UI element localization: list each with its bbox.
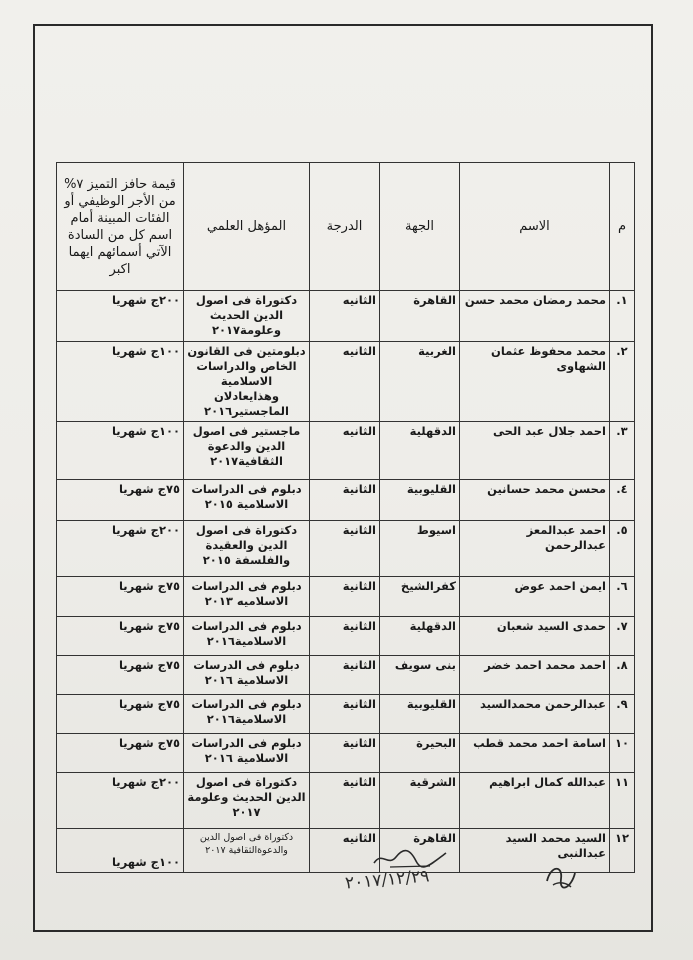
row-reward: ٧٥ج شهريا [57,734,184,773]
row-degree: الثانية [310,773,380,829]
row-number: ٨. [610,656,635,695]
row-reward: ٧٥ج شهريا [57,617,184,656]
row-name: اسامة احمد محمد قطب [460,734,610,773]
row-name: السيد محمد السيد عبدالنبى [460,829,610,873]
row-name: حمدى السيد شعبان [460,617,610,656]
row-location: القاهرة [380,829,460,873]
row-degree: الثانيه [310,829,380,873]
row-name: احمد جلال عبد الحى [460,422,610,480]
employees-table [56,162,635,873]
row-degree: الثانية [310,734,380,773]
row-reward: ١٠٠ج شهريا [57,342,184,422]
table-row [57,773,635,829]
row-number: ٢. [610,342,635,422]
row-number: ٩. [610,695,635,734]
row-location: القليوبية [380,695,460,734]
row-qualification: دبلوم فى الدراسات الاسلامية٢٠١٦ [184,617,310,656]
row-reward: ٧٥ج شهريا [57,695,184,734]
row-qualification: دكتوراة فى اصول الدين الحديث وعلومة٢٠١٧ [184,291,310,342]
row-qualification: دكتوراة فى اصول الدين الحديث وعلومة ٢٠١٧ [184,773,310,829]
row-qualification: ماجستير فى اصول الدين والدعوة الثقافية٢٠١٧ [184,422,310,480]
row-number: ٧. [610,617,635,656]
row-reward: ٢٠٠ج شهريا [57,773,184,829]
table-row [57,480,635,521]
row-name: عبدالله كمال ابراهيم [460,773,610,829]
row-degree: الثانيه [310,422,380,480]
row-qualification: دبلوم فى الدراسات الاسلامية ٢٠١٥ [184,480,310,521]
row-number: ٥. [610,521,635,577]
row-location: البحيرة [380,734,460,773]
row-qualification: دبلوم فى الدراسات الاسلاميه ٢٠١٣ [184,577,310,617]
row-reward: ٢٠٠ج شهريا [57,521,184,577]
table-row [57,617,635,656]
row-degree: الثانية [310,617,380,656]
row-degree: الثانية [310,656,380,695]
signature-date: ٢٠١٧/١٢/٢٩ [344,866,431,894]
table-header-row [57,163,635,291]
row-degree: الثانية [310,480,380,521]
row-number: ١٢ [610,829,635,873]
row-degree: الثانيه [310,342,380,422]
row-name: احمد محمد احمد خضر [460,656,610,695]
table-row [57,656,635,695]
table-row [57,695,635,734]
row-name: احمد عبدالمعز عبدالرحمن [460,521,610,577]
row-number: ٣. [610,422,635,480]
table-row [57,521,635,577]
row-qualification: دكتوراة فى اصول الدين والعقيدة والفلسفة ٢٠١٥ [184,521,310,577]
row-location: الغربية [380,342,460,422]
row-reward: ١٠٠ج شهريا [57,422,184,480]
row-location: بنى سويف [380,656,460,695]
row-degree: الثانية [310,521,380,577]
table-row [57,342,635,422]
row-location: القاهرة [380,291,460,342]
row-location: اسيوط [380,521,460,577]
row-location: الدقهلية [380,422,460,480]
row-name: محمد محفوظ عثمان الشهاوى [460,342,610,422]
row-name: عبدالرحمن محمدالسيد [460,695,610,734]
row-reward: ٢٠٠ج شهريا [57,291,184,342]
row-name: محمد رمضان محمد حسن [460,291,610,342]
row-number: ٦. [610,577,635,617]
row-reward: ٧٥ج شهريا [57,577,184,617]
row-reward: ٧٥ج شهريا [57,480,184,521]
row-location: الدقهلية [380,617,460,656]
row-qualification: دبلومتين فى القانون الخاص والدراسات الاسلامية وهذايعادلان الماجستير٢٠١٦ [184,342,310,422]
header-qualification: المؤهل العلمي [184,163,310,291]
row-qualification: دبلوم فى الدرسات الاسلامية ٢٠١٦ [184,656,310,695]
row-location: الشرقية [380,773,460,829]
row-degree: الثانية [310,577,380,617]
row-qualification: دبلوم فى الدراسات الاسلامية٢٠١٦ [184,695,310,734]
table-row [57,577,635,617]
handwritten-initials [541,855,581,895]
row-degree: الثانية [310,695,380,734]
table-row [57,422,635,480]
table-row [57,734,635,773]
row-qualification: دبلوم فى الدراسات الاسلامية ٢٠١٦ [184,734,310,773]
row-location: القليوبية [380,480,460,521]
row-name: محسن محمد حسانين [460,480,610,521]
header-degree: الدرجة [310,163,380,291]
header-reward: قيمة حافز التميز ٧% من الأجر الوظيفي أو الفئات المبينة أمام اسم كل من السادة الآتي أسمائهم ايهما اكبر [57,163,184,291]
table-row [57,291,635,342]
row-reward: ٧٥ج شهريا [57,656,184,695]
header-location: الجهة [380,163,460,291]
row-number: ١١ [610,773,635,829]
row-name: ايمن احمد عوض [460,577,610,617]
row-location: كفرالشيخ [380,577,460,617]
row-qualification: دكتوراة فى اصول الدين والدعوةالثقافية ٢٠١٧ [184,829,310,873]
row-degree: الثانيه [310,291,380,342]
header-num: م [610,163,635,291]
row-number: ١. [610,291,635,342]
row-number: ١٠ [610,734,635,773]
row-number: ٤. [610,480,635,521]
header-name: الاسم [460,163,610,291]
row-reward: ١٠٠ج شهريا [57,829,184,873]
